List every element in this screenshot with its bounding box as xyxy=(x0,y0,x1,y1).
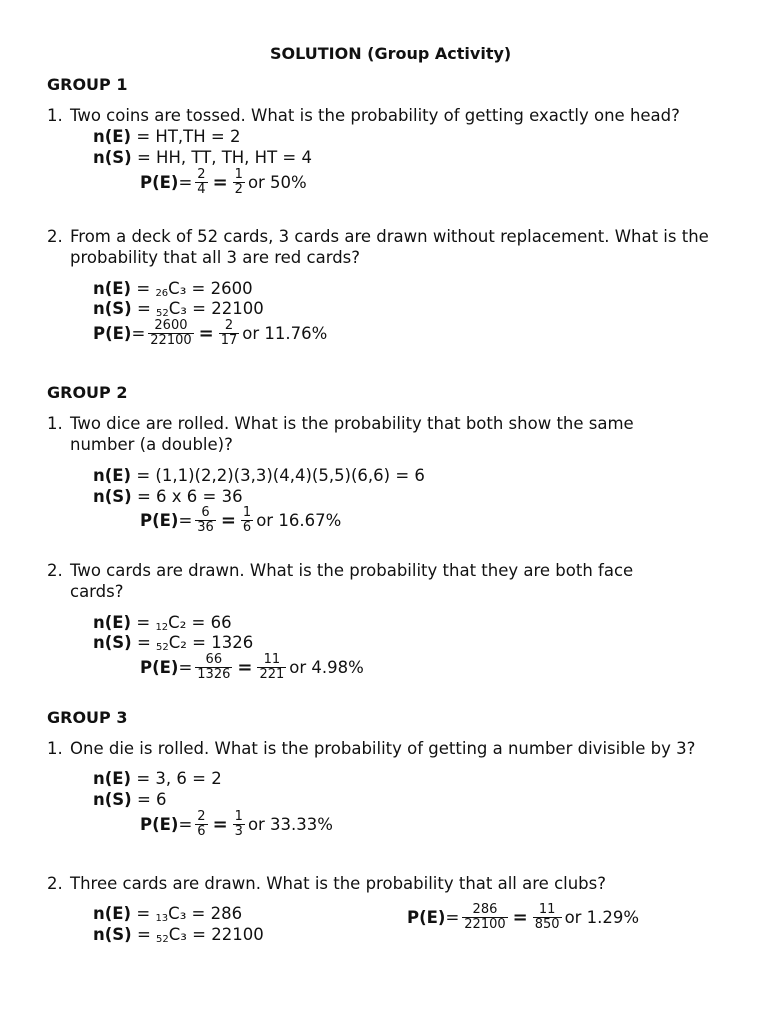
probability-line: P(E) = $\frac{2}{4}$ = $\frac{1}{2}$ or 50% xyxy=(140,167,307,197)
group-1-heading: GROUP 1 xyxy=(47,75,128,94)
question-text: One die is rolled. What is the probability of getting a number divisible by 3? xyxy=(70,739,696,758)
group-3-heading: GROUP 3 xyxy=(47,708,128,727)
page-title: SOLUTION (Group Activity) xyxy=(270,44,512,63)
fraction: $\frac{2}{6}$ xyxy=(197,809,206,839)
fraction: $\frac{6}{36}$ xyxy=(197,505,214,535)
question-text: From a deck of 52 cards, 3 cards are drawn without replacement. What is the probability that all 3 are red cards? xyxy=(70,227,709,267)
fraction: $\frac{66}{1326}$ xyxy=(197,652,231,682)
question-text: Two cards are drawn. What is the probability that they are both face cards? xyxy=(70,561,634,601)
fraction: $\frac{286}{22100}$ xyxy=(464,902,506,932)
fraction: $\frac{2}{17}$ xyxy=(220,318,238,348)
n-e-line: n(E) = (1,1)(2,2)(3,3)(4,4)(5,5)(6,6) = 6 xyxy=(93,466,425,485)
question-text: Two coins are tossed. What is the probability of getting exactly one head? xyxy=(70,106,680,125)
fraction: $\frac{1}{6}$ xyxy=(242,505,252,535)
question-number: 1. xyxy=(47,106,63,125)
probability-line: P(E) = $\frac{6}{36}$ = $\frac{1}{6}$ or 16.67% xyxy=(140,505,342,535)
question-number: 1. xyxy=(47,414,63,433)
fraction: $\frac{11}{221}$ xyxy=(259,652,285,682)
fraction: $\frac{2}{4}$ xyxy=(197,167,206,197)
probability-line: P(E) = $\frac{66}{1326}$ = $\frac{11}{221}$ or 4.98% xyxy=(140,652,364,682)
question-number: 2. xyxy=(47,874,63,893)
n-s-line: n(S) = 52C₃ = 22100 xyxy=(93,925,264,945)
n-e-line: n(E) = 3, 6 = 2 xyxy=(93,769,222,788)
n-e-line: n(E) = 12C₂ = 66 xyxy=(93,613,232,633)
fraction: $\frac{2600}{22100}$ xyxy=(150,318,192,348)
question-text: Three cards are drawn. What is the probability that all are clubs? xyxy=(70,874,607,893)
n-s-line: n(S) = 52C₃ = 22100 xyxy=(93,299,264,319)
probability-line: P(E) = $\frac{2}{6}$ = $\frac{1}{3}$ or 33.33% xyxy=(140,809,333,839)
probability-line: P(E) = $\frac{2600}{22100}$ = $\frac{2}{17}$ or 11.76% xyxy=(93,318,328,348)
n-s-line: n(S) = 6 x 6 = 36 xyxy=(93,487,243,506)
question-number: 2. xyxy=(47,227,63,246)
n-s-line: n(S) = 6 xyxy=(93,790,167,809)
fraction: $\frac{1}{2}$ xyxy=(234,167,243,197)
question-number: 1. xyxy=(47,739,63,758)
n-e-line: n(E) = 26C₃ = 2600 xyxy=(93,279,253,299)
question-text: Two dice are rolled. What is the probability that both show the same number (a double)? xyxy=(70,414,634,454)
n-e-line: n(E) = 13C₃ = 286 xyxy=(93,904,243,924)
fraction: $\frac{11}{850}$ xyxy=(534,902,560,932)
group-2-heading: GROUP 2 xyxy=(47,383,128,402)
n-s-line: n(S) = 52C₂ = 1326 xyxy=(93,633,254,653)
n-e-line: n(E) = HT,TH = 2 xyxy=(93,127,241,146)
question-number: 2. xyxy=(47,561,63,580)
n-s-line: n(S) = HH, TT, TH, HT = 4 xyxy=(93,148,312,167)
probability-line: P(E) = $\frac{286}{22100}$ = $\frac{11}{850}$ or 1.29% xyxy=(407,902,640,932)
fraction: $\frac{1}{3}$ xyxy=(234,809,243,839)
